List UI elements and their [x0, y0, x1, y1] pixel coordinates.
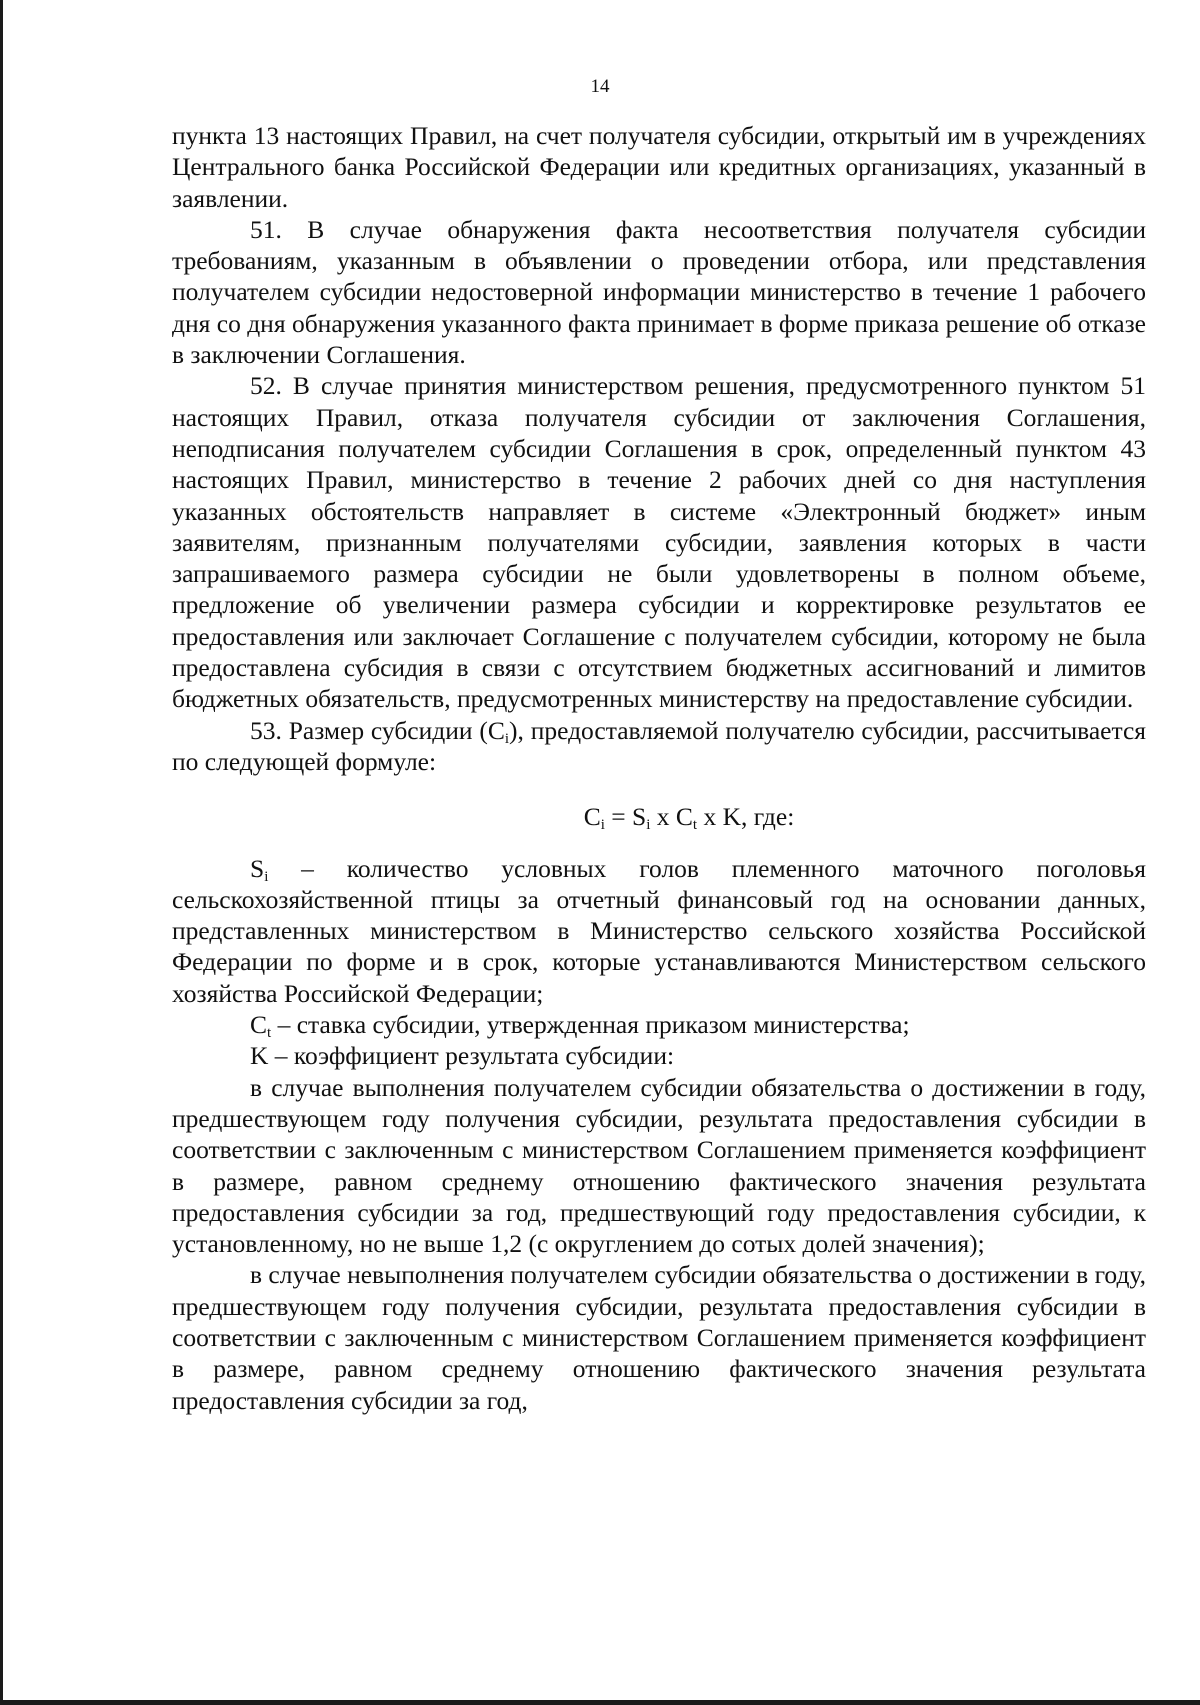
definition-ct [172, 1009, 1146, 1040]
formula-sub-i-2: i [646, 817, 651, 834]
symbol-s-sub: i [264, 868, 269, 885]
case-not-fulfilled: в случае невыполнения получателем субсидии обязательства о достижении в году, предшествующем году получения субсидии, результата предоставления субсидии в соответствии с заключенным с министерством Соглашением применяется коэффициент в размере, равном среднему отношению фактического значения результата предоставления субсидии за год, [172, 1260, 1146, 1415]
definition-ct-text: – ставка субсидии, утвержденная приказом министерства; [271, 1010, 910, 1040]
paragraph-continuation: пункта 13 настоящих Правил, на счет получателя субсидии, открытый им в учреждениях Центрального банка Российской Федерации или кредитных организациях, указанный в заявлении. [172, 121, 1146, 213]
formula-sub-i: i [600, 817, 605, 834]
case-fulfilled: в случае выполнения получателем субсидии обязательства о достижении в году, предшествующем году получения субсидии, результата предоставления субсидии в соответствии с заключенным с министерством Соглашением применяется коэффициент в размере, равном среднему отношению фактического значения результата предоставления субсидии за год, предшествующий году предоставления субсидии, к установленному, но не выше 1,2 (с округлением до сотых долей значения); [172, 1072, 1146, 1259]
symbol-s: S [250, 853, 265, 883]
symbol-c-sub: t [267, 1025, 272, 1042]
definition-si-text: – количество условных голов племенного маточного поголовья сельскохозяйственной птицы за отчетный финансовый год на основании данных, представленных министерством в Министерство сельского хозяйства Российской Федерации по форме и в срок, которые устанавливаются Министерством сельского хозяйства Российской Федерации; [172, 853, 1146, 1008]
page-number: 14 [590, 76, 610, 97]
definition-k: K – коэффициент результата субсидии: [250, 1041, 675, 1071]
paragraph-53-end: ), предоставляемой получателю субсидии, рассчитывается по следующей формуле: [172, 715, 1146, 776]
formula-sub-t: t [692, 817, 698, 834]
definition-si [172, 853, 1146, 1009]
document-body [172, 120, 1146, 1416]
symbol-c: C [250, 1010, 268, 1040]
subscript-i: i [504, 730, 510, 747]
formula-c: C [583, 802, 601, 832]
formula [172, 801, 1146, 832]
scan-left-border [0, 0, 3, 1705]
paragraph-53-start: 53. Размер субсидии (C [250, 715, 505, 745]
formula-eq-s: = S [604, 802, 647, 832]
formula-x-c: x C [650, 802, 693, 832]
paragraph-53 [172, 715, 1146, 778]
scan-bottom-border [0, 1700, 1200, 1705]
paragraph-52: 52. В случае принятия министерством решения, предусмотренного пунктом 51 настоящих Правил, отказа получателя субсидии от заключения Соглашения, неподписания получателем субсидии Соглашения в срок, определенный пунктом 43 настоящих Правил, министерство в течение 2 рабочих дней со дня наступления указанных обстоятельств направляет в системе «Электронный бюджет» иным заявителям, признанным получателями субсидии, заявления которых в части запрашиваемого размера субсидии не были удовлетворены в полном объеме, предложение об увеличении размера субсидии и корректировке результатов ее предоставления или заключает Соглашение с получателем субсидии, которому не была предоставлена субсидия в связи с отсутствием бюджетных ассигнований и лимитов бюджетных обязательств, предусмотренных министерству на предоставление субсидии. [172, 371, 1146, 714]
paragraph-51: 51. В случае обнаружения факта несоответствия получателя субсидии требованиям, указанным в объявлении о проведении отбора, или представления получателем субсидии недостоверной информации министерство в течение 1 рабочего дня со дня обнаружения указанного факта принимает в форме приказа решение об отказе в заключении Соглашения. [172, 214, 1146, 370]
formula-tail: x K, где: [697, 802, 795, 832]
